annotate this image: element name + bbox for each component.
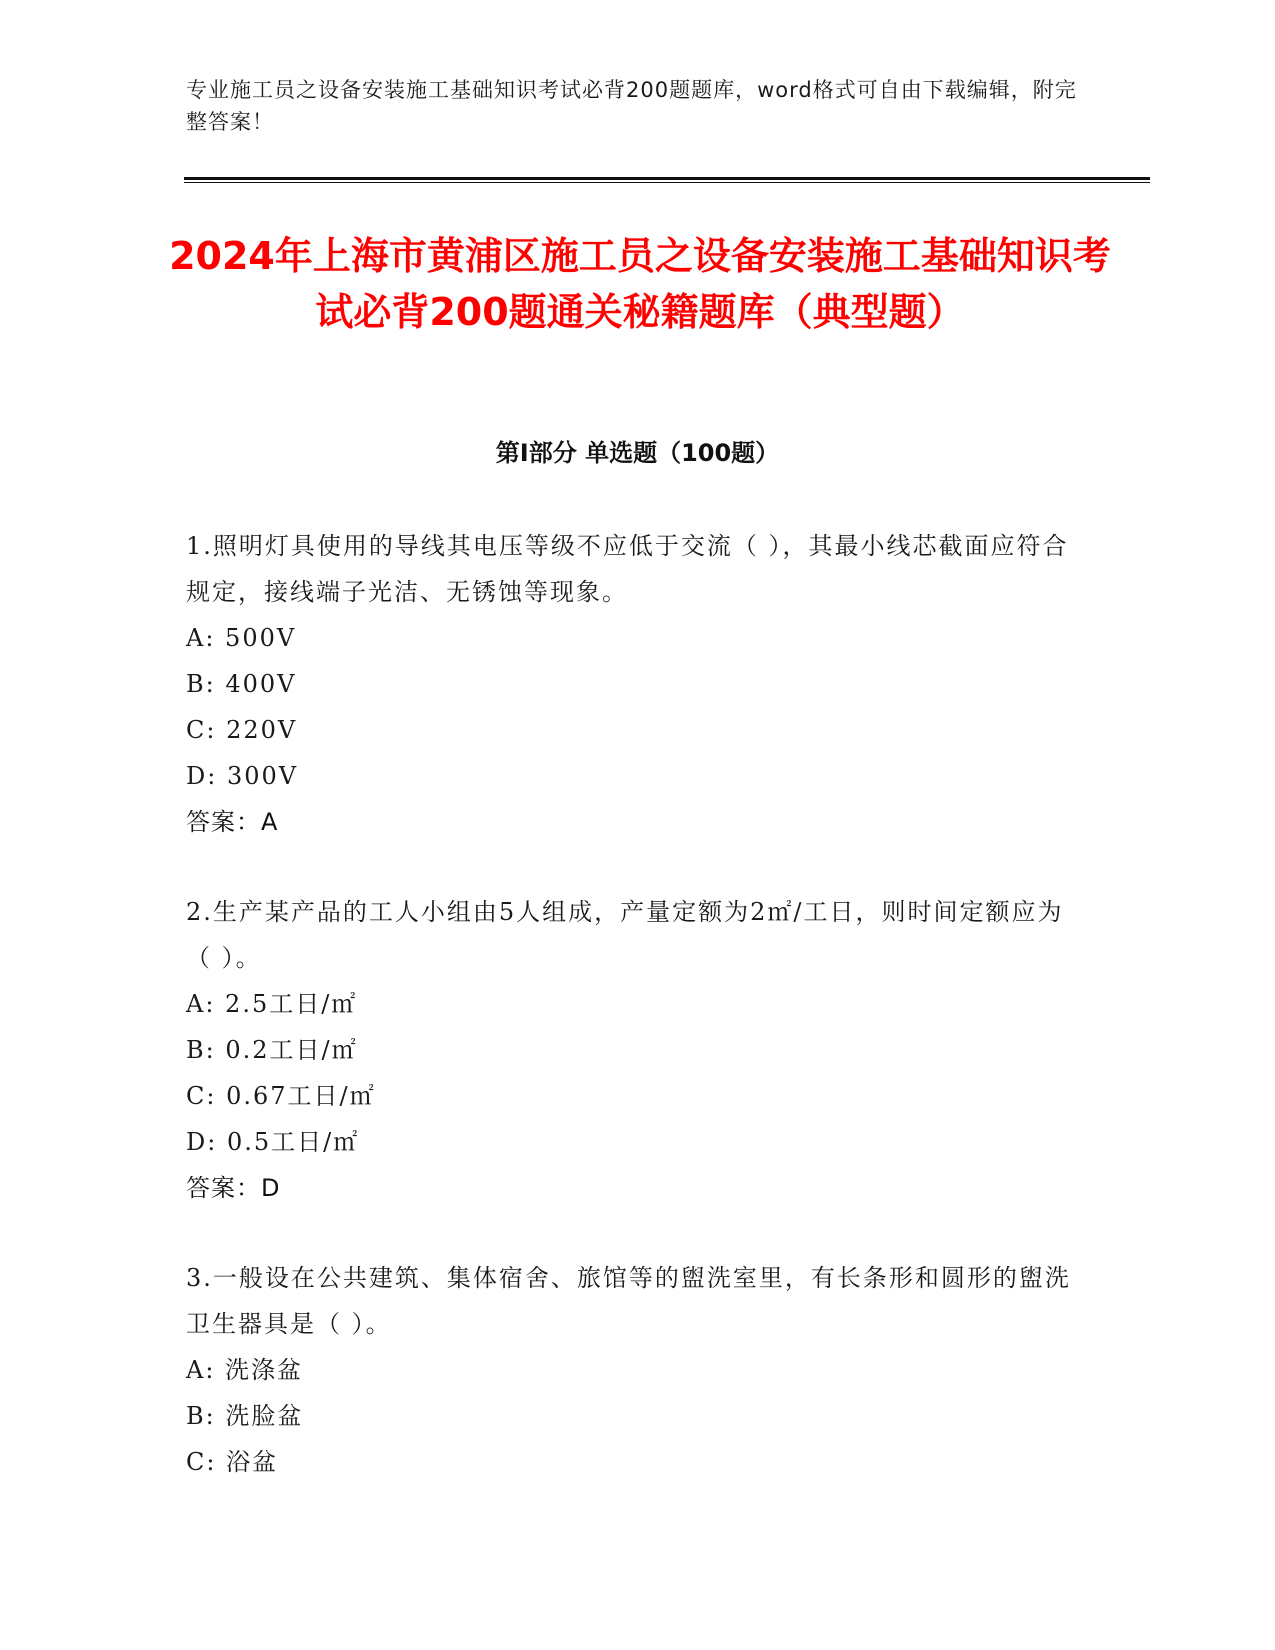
answer: 答案：A (186, 808, 279, 836)
question-stem: 2.生产某产品的工人小组由5人组成，产量定额为2㎡/工日，则时间定额应为（ ）。 (186, 898, 1064, 972)
option-a: A: 2.5工日/㎡ (186, 990, 358, 1018)
option-d: D: 0.5工日/㎡ (186, 1128, 360, 1156)
option-b: B: 0.2工日/㎡ (186, 1036, 358, 1064)
header-note: 专业施工员之设备安装施工基础知识考试必背200题题库，word格式可自由下载编辑，附完整答案！ (186, 78, 1077, 134)
option-a: A: 洗涤盆 (186, 1356, 304, 1384)
option-c: C: 浴盆 (186, 1448, 279, 1476)
question-3 (186, 1255, 1086, 1485)
question-2 (186, 889, 1086, 1211)
option-b: B: 洗脸盆 (186, 1402, 304, 1430)
question-stem: 1.照明灯具使用的导线其电压等级不应低于交流（ ），其最小线芯截面应符合规定，接线端子光洁、无锈蚀等现象。 (186, 532, 1069, 606)
header-rule-thin (184, 182, 1150, 183)
document-title: 2024年上海市黄浦区施工员之设备安装施工基础知识考试必背200题通关秘籍题库（典型题） (169, 234, 1111, 334)
option-d: D: 300V (186, 762, 299, 790)
option-c: C: 0.67工日/㎡ (186, 1082, 376, 1110)
section-title: 第Ⅰ部分 单选题（100题） (495, 439, 780, 467)
question-stem: 3.一般设在公共建筑、集体宿舍、旅馆等的盥洗室里，有长条形和圆形的盥洗卫生器具是（ ）。 (186, 1264, 1071, 1338)
option-c: C: 220V (186, 716, 298, 744)
header-rule-thick (184, 177, 1150, 180)
option-b: B: 400V (186, 670, 297, 698)
question-1 (186, 523, 1086, 845)
option-a: A: 500V (186, 624, 297, 652)
answer: 答案：D (186, 1174, 281, 1202)
